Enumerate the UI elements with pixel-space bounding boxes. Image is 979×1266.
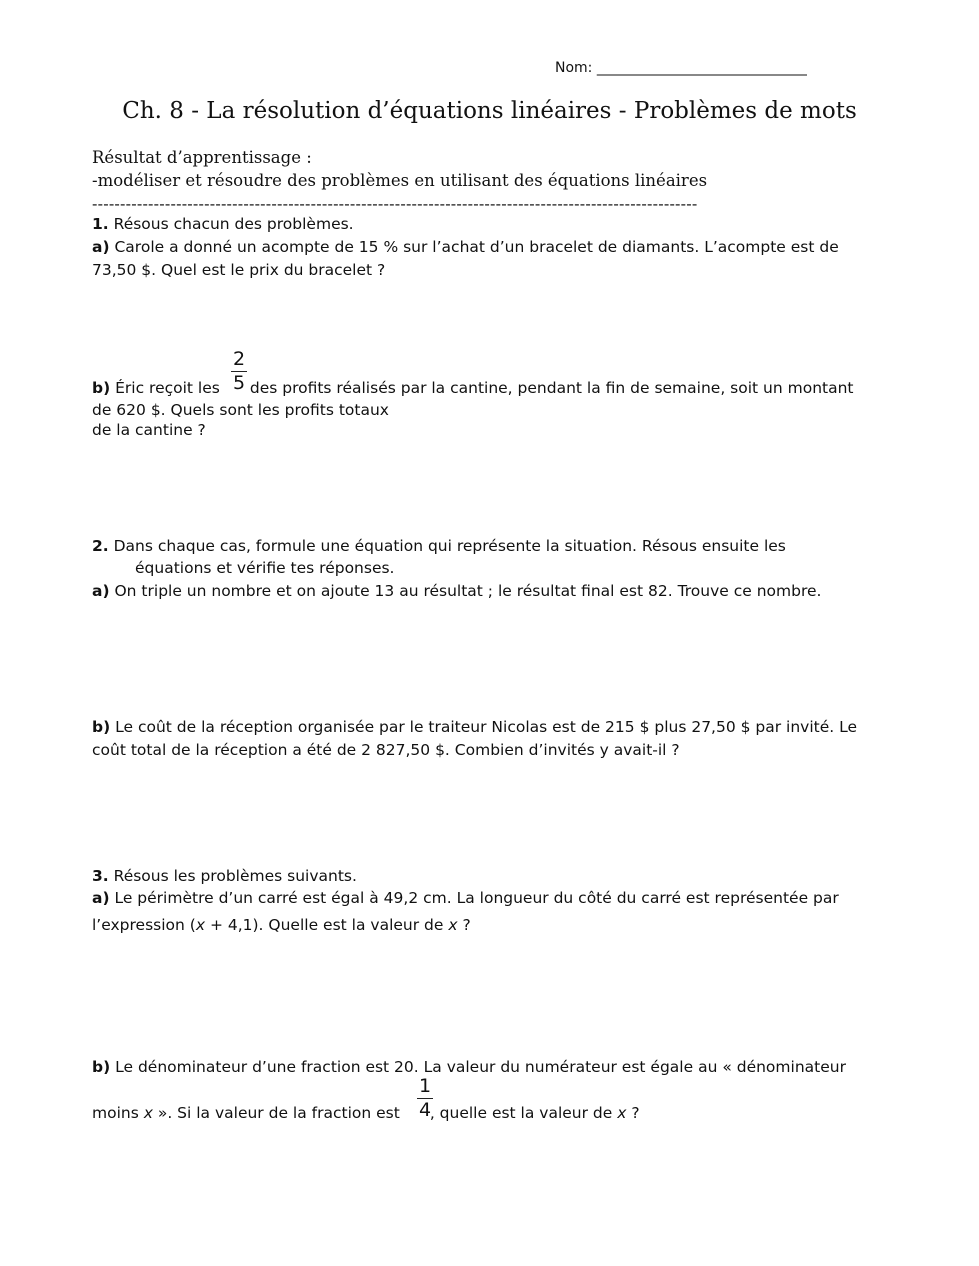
q1a-text-line2: 73,50 $. Quel est le prix du bracelet ? xyxy=(92,261,386,279)
q3b-line2 xyxy=(92,1104,640,1122)
q2b-text-line1: Le coût de la réception organisée par le traiteur Nicolas est de 215 $ plus 27,50 $ par invité. Le xyxy=(115,718,858,736)
q3b-variable-x-2: x xyxy=(617,1104,627,1122)
q1b-text-after-fraction: des profits réalisés par la cantine, pendant la fin de semaine, soit un montant xyxy=(249,379,854,397)
q3b-fraction-denominator: 4 xyxy=(419,1099,432,1121)
q1b-fraction-denominator: 5 xyxy=(233,372,246,394)
q3a-label: a) xyxy=(92,889,110,907)
page-title: Ch. 8 - La résolution d’équations linéaires - Problèmes de mots xyxy=(122,98,857,124)
q3a-variable-x-2: x xyxy=(448,916,458,934)
learning-outcome-text: -modéliser et résoudre des problèmes en utilisant des équations linéaires xyxy=(92,171,708,190)
q1b-text-line2: de 620 $. Quels sont les profits totaux xyxy=(92,401,389,419)
q3b-fraction xyxy=(417,1077,433,1120)
q1-number: 1. xyxy=(92,215,109,233)
q3b-line2-after-fraction: , quelle est la valeur de xyxy=(429,1104,618,1122)
q3b-line2-after-x: ». Si la valeur de la fraction est xyxy=(152,1104,400,1122)
q3b-line2-end: ? xyxy=(626,1104,640,1122)
q1b-text-before-fraction: Éric reçoit les xyxy=(115,379,220,397)
q1b-fraction xyxy=(231,350,247,393)
q2a-label: a) xyxy=(92,582,110,600)
q2-instruction xyxy=(92,537,786,555)
q3a-line2-end: ? xyxy=(457,916,471,934)
name-field-label: Nom: ______________________________ xyxy=(555,60,807,76)
q1a-label: a) xyxy=(92,238,110,256)
q2a-text: On triple un nombre et on ajoute 13 au résultat ; le résultat final est 82. Trouve ce nombre. xyxy=(114,582,822,600)
q2b-line1 xyxy=(92,718,857,736)
q3b-fraction-numerator: 1 xyxy=(419,1075,432,1097)
separator-line: ------------------------------------------------------------------------------------------------------------ xyxy=(92,194,698,213)
q1a-line1 xyxy=(92,238,839,256)
q3a-variable-x: x xyxy=(195,916,206,934)
q2-instruction-line1: Dans chaque cas, formule une équation qui représente la situation. Résous ensuite les xyxy=(113,537,786,555)
q2-instruction-line2: équations et vérifie tes réponses. xyxy=(135,559,395,577)
learning-outcome-heading: Résultat d’apprentissage : xyxy=(92,148,312,167)
q1-instruction xyxy=(92,215,354,233)
q1b-text-line3: de la cantine ? xyxy=(92,421,206,439)
q3b-variable-x: x xyxy=(143,1104,153,1122)
q1b-label: b) xyxy=(92,379,111,397)
q3b-label: b) xyxy=(92,1058,111,1076)
q1a-text-line1: Carole a donné un acompte de 15 % sur l’achat d’un bracelet de diamants. L’acompte est de xyxy=(114,238,839,256)
q3-number: 3. xyxy=(92,867,109,885)
q3a-line2-middle: + 4,1). Quelle est la valeur de xyxy=(205,916,449,934)
q3a-line2-start: l’expression ( xyxy=(92,916,196,934)
q2b-text-line2: coût total de la réception a été de 2 827,50 $. Combien d’invités y avait-il ? xyxy=(92,741,680,759)
q1b-line1 xyxy=(92,379,854,397)
q3b-line2-start: moins xyxy=(92,1104,144,1122)
q2a-line xyxy=(92,582,821,600)
q2b-label: b) xyxy=(92,718,111,736)
q3-instruction xyxy=(92,867,357,885)
q3b-line1 xyxy=(92,1058,846,1076)
q3-instruction-text: Résous les problèmes suivants. xyxy=(113,867,357,885)
q3a-line1 xyxy=(92,889,839,907)
q2-number: 2. xyxy=(92,537,109,555)
q1b-fraction-numerator: 2 xyxy=(233,348,246,370)
q3a-text-line1: Le périmètre d’un carré est égal à 49,2 cm. La longueur du côté du carré est représentée par xyxy=(114,889,839,907)
q3b-text-line1: Le dénominateur d’une fraction est 20. La valeur du numérateur est égale au « dénominateur xyxy=(115,1058,846,1076)
q3a-line2 xyxy=(92,916,471,934)
q1-instruction-text: Résous chacun des problèmes. xyxy=(113,215,354,233)
